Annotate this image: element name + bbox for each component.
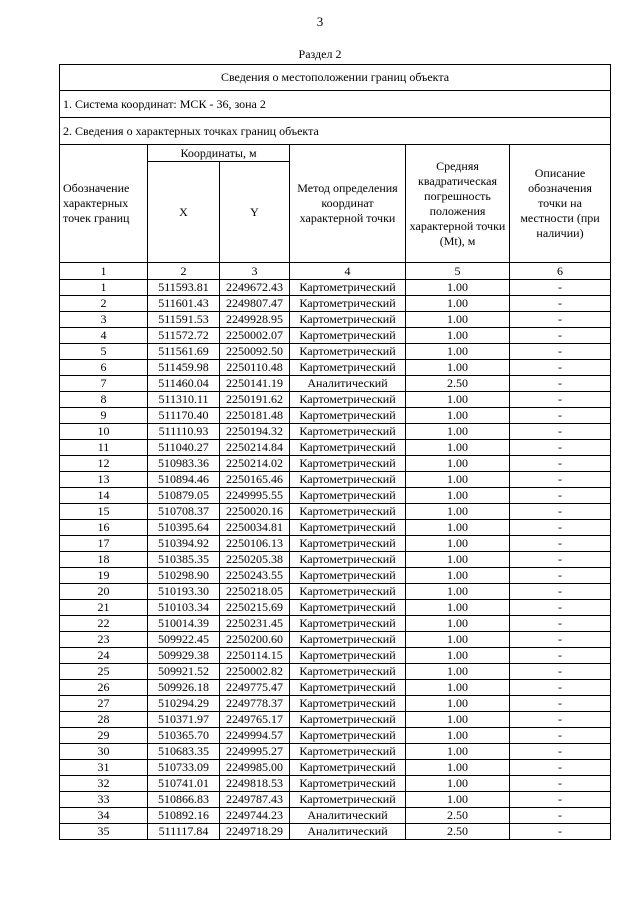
- y-coordinate-cell: 2250191.62: [220, 392, 290, 408]
- column-number: 4: [290, 263, 406, 280]
- y-coordinate-cell: 2250141.19: [220, 376, 290, 392]
- boundary-points-table: [59, 64, 611, 840]
- method-cell: Картометрический: [290, 760, 406, 776]
- x-coordinate-cell: 511593.81: [148, 280, 220, 296]
- description-cell: -: [510, 728, 611, 744]
- description-cell: -: [510, 440, 611, 456]
- description-cell: -: [510, 584, 611, 600]
- accuracy-cell: 1.00: [406, 296, 510, 312]
- y-coordinate-cell: 2250215.69: [220, 600, 290, 616]
- accuracy-cell: 1.00: [406, 360, 510, 376]
- table-row: [60, 680, 611, 696]
- header-designation: Обозначение характерных точек границ: [60, 145, 148, 263]
- method-cell: Картометрический: [290, 280, 406, 296]
- description-cell: -: [510, 424, 611, 440]
- method-cell: Картометрический: [290, 712, 406, 728]
- points-rows: [60, 280, 611, 840]
- description-cell: -: [510, 712, 611, 728]
- x-coordinate-cell: 510193.30: [148, 584, 220, 600]
- table-row: [60, 792, 611, 808]
- accuracy-cell: 1.00: [406, 344, 510, 360]
- y-coordinate-cell: 2250200.60: [220, 632, 290, 648]
- x-coordinate-cell: 510894.46: [148, 472, 220, 488]
- y-coordinate-cell: 2250110.48: [220, 360, 290, 376]
- table-row: [60, 584, 611, 600]
- x-coordinate-cell: 510683.35: [148, 744, 220, 760]
- point-number-cell: 31: [60, 760, 148, 776]
- table-row: [60, 616, 611, 632]
- y-coordinate-cell: 2249672.43: [220, 280, 290, 296]
- x-coordinate-cell: 510371.97: [148, 712, 220, 728]
- accuracy-cell: 1.00: [406, 440, 510, 456]
- point-number-cell: 33: [60, 792, 148, 808]
- y-coordinate-cell: 2250165.46: [220, 472, 290, 488]
- method-cell: Картометрический: [290, 408, 406, 424]
- table-row: [60, 312, 611, 328]
- y-coordinate-cell: 2249775.47: [220, 680, 290, 696]
- description-cell: -: [510, 568, 611, 584]
- description-cell: -: [510, 520, 611, 536]
- points-section-header: 2. Сведения о характерных точках границ объекта: [60, 118, 611, 145]
- method-cell: Картометрический: [290, 520, 406, 536]
- description-cell: -: [510, 488, 611, 504]
- description-cell: -: [510, 408, 611, 424]
- method-cell: Картометрический: [290, 616, 406, 632]
- table-row: [60, 392, 611, 408]
- table-row: [60, 424, 611, 440]
- y-coordinate-cell: 2250231.45: [220, 616, 290, 632]
- y-coordinate-cell: 2249928.95: [220, 312, 290, 328]
- x-coordinate-cell: 509921.52: [148, 664, 220, 680]
- method-cell: Аналитический: [290, 808, 406, 824]
- x-coordinate-cell: 511572.72: [148, 328, 220, 344]
- method-cell: Картометрический: [290, 728, 406, 744]
- method-cell: Картометрический: [290, 472, 406, 488]
- y-coordinate-cell: 2250020.16: [220, 504, 290, 520]
- table-row: [60, 648, 611, 664]
- y-coordinate-cell: 2249995.27: [220, 744, 290, 760]
- method-cell: Картометрический: [290, 440, 406, 456]
- y-coordinate-cell: 2249787.43: [220, 792, 290, 808]
- method-cell: Картометрический: [290, 696, 406, 712]
- method-cell: Картометрический: [290, 552, 406, 568]
- x-coordinate-cell: 511310.11: [148, 392, 220, 408]
- description-cell: -: [510, 280, 611, 296]
- accuracy-cell: 1.00: [406, 664, 510, 680]
- accuracy-cell: 1.00: [406, 632, 510, 648]
- table-row: [60, 808, 611, 824]
- point-number-cell: 22: [60, 616, 148, 632]
- description-cell: -: [510, 808, 611, 824]
- y-coordinate-cell: 2249765.17: [220, 712, 290, 728]
- table-row: [60, 536, 611, 552]
- method-cell: Картометрический: [290, 456, 406, 472]
- table-row: [60, 472, 611, 488]
- description-cell: -: [510, 744, 611, 760]
- accuracy-cell: 1.00: [406, 280, 510, 296]
- accuracy-cell: 1.00: [406, 744, 510, 760]
- accuracy-cell: 1.00: [406, 472, 510, 488]
- method-cell: Картометрический: [290, 328, 406, 344]
- method-cell: Аналитический: [290, 824, 406, 840]
- header-y: Y: [220, 162, 290, 263]
- point-number-cell: 10: [60, 424, 148, 440]
- point-number-cell: 17: [60, 536, 148, 552]
- description-cell: -: [510, 776, 611, 792]
- table-row: [60, 600, 611, 616]
- point-number-cell: 26: [60, 680, 148, 696]
- table-title: Сведения о местоположении границ объекта: [60, 65, 611, 91]
- header-accuracy: Средняя квадратическая погрешность положения характерной точки (Mt), м: [406, 145, 510, 263]
- y-coordinate-cell: 2250243.55: [220, 568, 290, 584]
- x-coordinate-cell: 510983.36: [148, 456, 220, 472]
- accuracy-cell: 1.00: [406, 504, 510, 520]
- x-coordinate-cell: 510298.90: [148, 568, 220, 584]
- table-row: [60, 744, 611, 760]
- accuracy-cell: 1.00: [406, 728, 510, 744]
- description-cell: -: [510, 680, 611, 696]
- point-number-cell: 8: [60, 392, 148, 408]
- description-cell: -: [510, 696, 611, 712]
- method-cell: Картометрический: [290, 424, 406, 440]
- y-coordinate-cell: 2250106.13: [220, 536, 290, 552]
- x-coordinate-cell: 511460.04: [148, 376, 220, 392]
- y-coordinate-cell: 2250205.38: [220, 552, 290, 568]
- accuracy-cell: 1.00: [406, 488, 510, 504]
- point-number-cell: 16: [60, 520, 148, 536]
- point-number-cell: 29: [60, 728, 148, 744]
- table-row: [60, 552, 611, 568]
- section-title: Раздел 2: [298, 47, 342, 61]
- point-number-cell: 25: [60, 664, 148, 680]
- accuracy-cell: 2.50: [406, 376, 510, 392]
- point-number-cell: 4: [60, 328, 148, 344]
- table-row: [60, 776, 611, 792]
- accuracy-cell: 1.00: [406, 520, 510, 536]
- accuracy-cell: 1.00: [406, 536, 510, 552]
- point-number-cell: 19: [60, 568, 148, 584]
- y-coordinate-cell: 2249985.00: [220, 760, 290, 776]
- x-coordinate-cell: 511591.53: [148, 312, 220, 328]
- accuracy-cell: 1.00: [406, 792, 510, 808]
- table-row: [60, 760, 611, 776]
- y-coordinate-cell: 2249778.37: [220, 696, 290, 712]
- method-cell: Картометрический: [290, 792, 406, 808]
- accuracy-cell: 1.00: [406, 328, 510, 344]
- x-coordinate-cell: 511601.43: [148, 296, 220, 312]
- accuracy-cell: 1.00: [406, 648, 510, 664]
- point-number-cell: 5: [60, 344, 148, 360]
- point-number-cell: 9: [60, 408, 148, 424]
- description-cell: -: [510, 632, 611, 648]
- point-number-cell: 21: [60, 600, 148, 616]
- point-number-cell: 1: [60, 280, 148, 296]
- description-cell: -: [510, 472, 611, 488]
- description-cell: -: [510, 792, 611, 808]
- y-coordinate-cell: 2250214.02: [220, 456, 290, 472]
- table-row: [60, 360, 611, 376]
- point-number-cell: 20: [60, 584, 148, 600]
- description-cell: -: [510, 296, 611, 312]
- method-cell: Картометрический: [290, 360, 406, 376]
- method-cell: Картометрический: [290, 600, 406, 616]
- point-number-cell: 28: [60, 712, 148, 728]
- y-coordinate-cell: 2250034.81: [220, 520, 290, 536]
- header-coordinates: Координаты, м: [148, 145, 290, 162]
- x-coordinate-cell: 510708.37: [148, 504, 220, 520]
- x-coordinate-cell: 509926.18: [148, 680, 220, 696]
- table-row: [60, 504, 611, 520]
- accuracy-cell: 1.00: [406, 568, 510, 584]
- x-coordinate-cell: 510394.92: [148, 536, 220, 552]
- accuracy-cell: 1.00: [406, 392, 510, 408]
- point-number-cell: 35: [60, 824, 148, 840]
- method-cell: Картометрический: [290, 296, 406, 312]
- x-coordinate-cell: 511040.27: [148, 440, 220, 456]
- accuracy-cell: 1.00: [406, 552, 510, 568]
- point-number-cell: 11: [60, 440, 148, 456]
- description-cell: -: [510, 616, 611, 632]
- method-cell: Картометрический: [290, 664, 406, 680]
- x-coordinate-cell: 511170.40: [148, 408, 220, 424]
- accuracy-cell: 1.00: [406, 584, 510, 600]
- accuracy-cell: 1.00: [406, 424, 510, 440]
- table-row: [60, 712, 611, 728]
- column-number: 6: [510, 263, 611, 280]
- header-x: X: [148, 162, 220, 263]
- x-coordinate-cell: 511459.98: [148, 360, 220, 376]
- table-row: [60, 344, 611, 360]
- table-row: [60, 824, 611, 840]
- accuracy-cell: 2.50: [406, 824, 510, 840]
- description-cell: -: [510, 312, 611, 328]
- x-coordinate-cell: 510365.70: [148, 728, 220, 744]
- x-coordinate-cell: 510733.09: [148, 760, 220, 776]
- accuracy-cell: 1.00: [406, 680, 510, 696]
- point-number-cell: 18: [60, 552, 148, 568]
- y-coordinate-cell: 2250002.07: [220, 328, 290, 344]
- point-number-cell: 12: [60, 456, 148, 472]
- accuracy-cell: 1.00: [406, 312, 510, 328]
- accuracy-cell: 1.00: [406, 600, 510, 616]
- x-coordinate-cell: 510294.29: [148, 696, 220, 712]
- y-coordinate-cell: 2250214.84: [220, 440, 290, 456]
- method-cell: Картометрический: [290, 744, 406, 760]
- accuracy-cell: 1.00: [406, 456, 510, 472]
- y-coordinate-cell: 2250181.48: [220, 408, 290, 424]
- y-coordinate-cell: 2250194.32: [220, 424, 290, 440]
- method-cell: Картометрический: [290, 392, 406, 408]
- method-cell: Картометрический: [290, 312, 406, 328]
- x-coordinate-cell: 510892.16: [148, 808, 220, 824]
- point-number-cell: 6: [60, 360, 148, 376]
- table-row: [60, 440, 611, 456]
- point-number-cell: 32: [60, 776, 148, 792]
- description-cell: -: [510, 648, 611, 664]
- table-row: [60, 488, 611, 504]
- x-coordinate-cell: 509929.38: [148, 648, 220, 664]
- table-row: [60, 280, 611, 296]
- point-number-cell: 34: [60, 808, 148, 824]
- y-coordinate-cell: 2249995.55: [220, 488, 290, 504]
- description-cell: -: [510, 360, 611, 376]
- description-cell: -: [510, 536, 611, 552]
- point-number-cell: 27: [60, 696, 148, 712]
- description-cell: -: [510, 328, 611, 344]
- y-coordinate-cell: 2249744.23: [220, 808, 290, 824]
- description-cell: -: [510, 456, 611, 472]
- method-cell: Картометрический: [290, 776, 406, 792]
- method-cell: Картометрический: [290, 344, 406, 360]
- method-cell: Картометрический: [290, 488, 406, 504]
- y-coordinate-cell: 2249718.29: [220, 824, 290, 840]
- method-cell: Картометрический: [290, 584, 406, 600]
- description-cell: -: [510, 504, 611, 520]
- point-number-cell: 24: [60, 648, 148, 664]
- x-coordinate-cell: 510395.64: [148, 520, 220, 536]
- point-number-cell: 13: [60, 472, 148, 488]
- y-coordinate-cell: 2250218.05: [220, 584, 290, 600]
- method-cell: Картометрический: [290, 648, 406, 664]
- table-row: [60, 328, 611, 344]
- x-coordinate-cell: 511117.84: [148, 824, 220, 840]
- method-cell: Картометрический: [290, 536, 406, 552]
- method-cell: Картометрический: [290, 680, 406, 696]
- accuracy-cell: 1.00: [406, 408, 510, 424]
- table-row: [60, 664, 611, 680]
- table-row: [60, 568, 611, 584]
- column-number: 5: [406, 263, 510, 280]
- description-cell: -: [510, 552, 611, 568]
- x-coordinate-cell: 510866.83: [148, 792, 220, 808]
- point-number-cell: 7: [60, 376, 148, 392]
- column-number: 3: [220, 263, 290, 280]
- description-cell: -: [510, 664, 611, 680]
- description-cell: -: [510, 600, 611, 616]
- accuracy-cell: 1.00: [406, 776, 510, 792]
- y-coordinate-cell: 2249994.57: [220, 728, 290, 744]
- page-number: 3: [316, 14, 324, 29]
- x-coordinate-cell: 510014.39: [148, 616, 220, 632]
- x-coordinate-cell: 511110.93: [148, 424, 220, 440]
- table-row: [60, 728, 611, 744]
- y-coordinate-cell: 2250002.82: [220, 664, 290, 680]
- method-cell: Картометрический: [290, 568, 406, 584]
- x-coordinate-cell: 510879.05: [148, 488, 220, 504]
- x-coordinate-cell: 510741.01: [148, 776, 220, 792]
- point-number-cell: 3: [60, 312, 148, 328]
- method-cell: Картометрический: [290, 504, 406, 520]
- coordinate-system: 1. Система координат: МСК - 36, зона 2: [60, 91, 611, 118]
- point-number-cell: 30: [60, 744, 148, 760]
- table-row: [60, 520, 611, 536]
- x-coordinate-cell: 511561.69: [148, 344, 220, 360]
- x-coordinate-cell: 510385.35: [148, 552, 220, 568]
- y-coordinate-cell: 2249807.47: [220, 296, 290, 312]
- point-number-cell: 15: [60, 504, 148, 520]
- table-row: [60, 632, 611, 648]
- accuracy-cell: 1.00: [406, 712, 510, 728]
- description-cell: -: [510, 392, 611, 408]
- column-number: 1: [60, 263, 148, 280]
- table-row: [60, 696, 611, 712]
- accuracy-cell: 1.00: [406, 696, 510, 712]
- table-row: [60, 376, 611, 392]
- point-number-cell: 2: [60, 296, 148, 312]
- description-cell: -: [510, 760, 611, 776]
- accuracy-cell: 1.00: [406, 760, 510, 776]
- table-row: [60, 296, 611, 312]
- table-row: [60, 456, 611, 472]
- description-cell: -: [510, 344, 611, 360]
- header-method: Метод определения координат характерной точки: [290, 145, 406, 263]
- table-row: [60, 408, 611, 424]
- point-number-cell: 14: [60, 488, 148, 504]
- y-coordinate-cell: 2250092.50: [220, 344, 290, 360]
- description-cell: -: [510, 376, 611, 392]
- accuracy-cell: 1.00: [406, 616, 510, 632]
- accuracy-cell: 2.50: [406, 808, 510, 824]
- point-number-cell: 23: [60, 632, 148, 648]
- method-cell: Картометрический: [290, 632, 406, 648]
- y-coordinate-cell: 2249818.53: [220, 776, 290, 792]
- header-description: Описание обозначения точки на местности (при наличии): [510, 145, 611, 263]
- x-coordinate-cell: 510103.34: [148, 600, 220, 616]
- method-cell: Аналитический: [290, 376, 406, 392]
- y-coordinate-cell: 2250114.15: [220, 648, 290, 664]
- column-number: 2: [148, 263, 220, 280]
- x-coordinate-cell: 509922.45: [148, 632, 220, 648]
- description-cell: -: [510, 824, 611, 840]
